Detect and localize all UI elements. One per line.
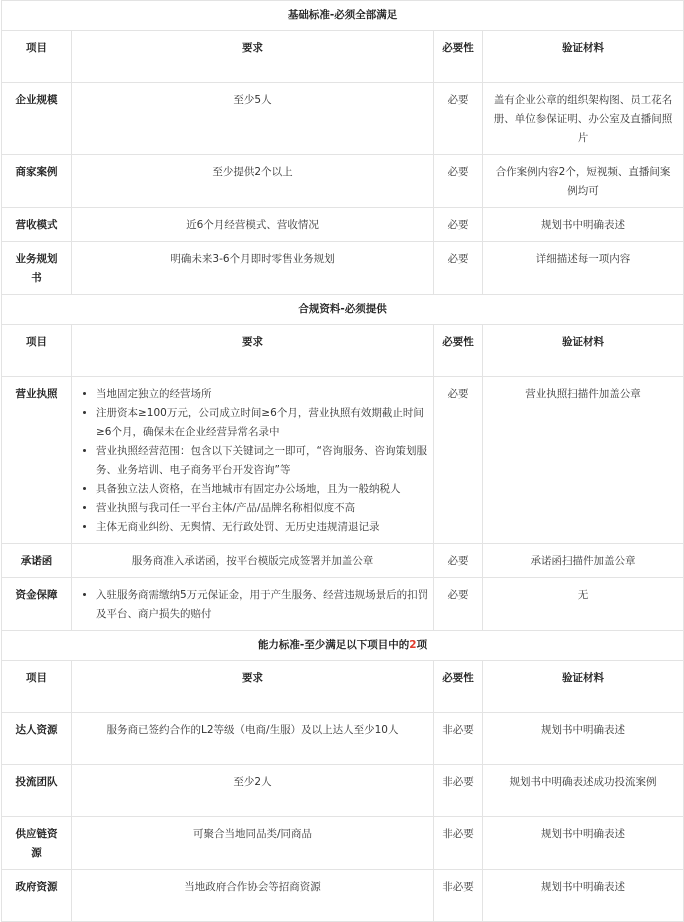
standards-table bbox=[1, 0, 684, 922]
row-material: 规划书中明确表述 bbox=[483, 713, 684, 765]
row-item: 承诺函 bbox=[2, 544, 72, 578]
list-item: • 营业执照与我司任一平台主体/产品/品牌名称相似度不高 bbox=[96, 499, 433, 518]
section-title-compliance: 合规资料-必须提供 bbox=[2, 295, 684, 325]
table-row bbox=[2, 377, 684, 544]
table-row bbox=[2, 713, 684, 765]
row-requirement: 至少2人 bbox=[72, 765, 434, 817]
row-material: 盖有企业公章的组织架构图、员工花名册、单位参保证明、办公室及直播间照片 bbox=[483, 83, 684, 155]
row-item: 营业执照 bbox=[2, 377, 72, 544]
section-title-prefix: 能力标准-至少满足以下项目中的 bbox=[257, 639, 410, 651]
table-row bbox=[2, 208, 684, 242]
header-item: 项目 bbox=[2, 31, 72, 83]
row-necessity: 必要 bbox=[434, 155, 483, 208]
list-item: • 注册资本≥100万元，公司成立时间≥6个月，营业执照有效期截止时间≥6个月，确保未在企业经营异常名录中 bbox=[96, 404, 433, 442]
header-requirement: 要求 bbox=[72, 31, 434, 83]
row-item: 达人资源 bbox=[2, 713, 72, 765]
row-requirement bbox=[72, 578, 434, 631]
row-requirement: 当地政府合作协会等招商资源 bbox=[72, 870, 434, 922]
table-row bbox=[2, 155, 684, 208]
section-title-suffix: 项 bbox=[416, 639, 428, 651]
row-item: 营收模式 bbox=[2, 208, 72, 242]
table-row bbox=[2, 870, 684, 922]
table-row bbox=[2, 242, 684, 295]
list-item: • 主体无商业纠纷、无舆情、无行政处罚、无历史违规清退记录 bbox=[96, 518, 433, 537]
row-item: 企业规模 bbox=[2, 83, 72, 155]
section-header-basic bbox=[2, 1, 684, 31]
row-necessity: 必要 bbox=[434, 578, 483, 631]
row-requirement: 服务商已签约合作的L2等级（电商/生服）及以上达人至少10人 bbox=[72, 713, 434, 765]
column-header-row bbox=[2, 325, 684, 377]
table-row bbox=[2, 544, 684, 578]
row-material: 营业执照扫描件加盖公章 bbox=[483, 377, 684, 544]
row-material: 规划书中明确表述 bbox=[483, 817, 684, 870]
section-title-count: 2 bbox=[409, 639, 417, 651]
row-material: 规划书中明确表述成功投流案例 bbox=[483, 765, 684, 817]
row-item: 供应链资源 bbox=[2, 817, 72, 870]
row-requirement bbox=[72, 377, 434, 544]
row-item: 投流团队 bbox=[2, 765, 72, 817]
column-header-row bbox=[2, 31, 684, 83]
header-necessity: 必要性 bbox=[434, 661, 483, 713]
section-header-compliance bbox=[2, 295, 684, 325]
row-necessity: 必要 bbox=[434, 377, 483, 544]
row-material: 规划书中明确表述 bbox=[483, 208, 684, 242]
list-item: • 当地固定独立的经营场所 bbox=[96, 385, 433, 404]
header-necessity: 必要性 bbox=[434, 31, 483, 83]
row-requirement: 至少5人 bbox=[72, 83, 434, 155]
row-requirement: 可聚合当地同品类/同商品 bbox=[72, 817, 434, 870]
header-requirement: 要求 bbox=[72, 661, 434, 713]
row-material: 详细描述每一项内容 bbox=[483, 242, 684, 295]
row-necessity: 必要 bbox=[434, 83, 483, 155]
column-header-row bbox=[2, 661, 684, 713]
table-row bbox=[2, 83, 684, 155]
row-item: 政府资源 bbox=[2, 870, 72, 922]
table-row bbox=[2, 765, 684, 817]
row-necessity: 非必要 bbox=[434, 870, 483, 922]
row-material: 无 bbox=[483, 578, 684, 631]
row-material: 承诺函扫描件加盖公章 bbox=[483, 544, 684, 578]
list-item: • 入驻服务商需缴纳5万元保证金，用于产生服务、经营违规场景后的扣罚及平台、商户损失的赔付 bbox=[96, 586, 433, 624]
row-material: 合作案例内容2个，短视频、直播间案例均可 bbox=[483, 155, 684, 208]
row-item: 资金保障 bbox=[2, 578, 72, 631]
row-material: 规划书中明确表述 bbox=[483, 870, 684, 922]
header-material: 验证材料 bbox=[483, 325, 684, 377]
header-material: 验证材料 bbox=[483, 661, 684, 713]
section-title-basic: 基础标准-必须全部满足 bbox=[2, 1, 684, 31]
header-item: 项目 bbox=[2, 661, 72, 713]
section-header-ability bbox=[2, 631, 684, 661]
row-requirement: 明确未来3-6个月即时零售业务规划 bbox=[72, 242, 434, 295]
requirement-list bbox=[72, 586, 433, 624]
row-requirement: 至少提供2个以上 bbox=[72, 155, 434, 208]
row-necessity: 必要 bbox=[434, 208, 483, 242]
row-requirement: 服务商准入承诺函，按平台模版完成签署并加盖公章 bbox=[72, 544, 434, 578]
row-item: 业务规划书 bbox=[2, 242, 72, 295]
header-requirement: 要求 bbox=[72, 325, 434, 377]
row-requirement: 近6个月经营模式、营收情况 bbox=[72, 208, 434, 242]
table-row bbox=[2, 817, 684, 870]
section-title-ability bbox=[2, 631, 684, 661]
header-material: 验证材料 bbox=[483, 31, 684, 83]
requirement-list bbox=[72, 385, 433, 537]
row-necessity: 必要 bbox=[434, 544, 483, 578]
list-item: • 营业执照经营范围：包含以下关键词之一即可，“咨询服务、咨询策划服务、业务培训、电子商务平台开发咨询”等 bbox=[96, 442, 433, 480]
header-necessity: 必要性 bbox=[434, 325, 483, 377]
header-item: 项目 bbox=[2, 325, 72, 377]
list-item: • 具备独立法人资格，在当地城市有固定办公场地，且为一般纳税人 bbox=[96, 480, 433, 499]
row-necessity: 非必要 bbox=[434, 713, 483, 765]
table-row bbox=[2, 578, 684, 631]
row-item: 商家案例 bbox=[2, 155, 72, 208]
row-necessity: 非必要 bbox=[434, 817, 483, 870]
row-necessity: 非必要 bbox=[434, 765, 483, 817]
row-necessity: 必要 bbox=[434, 242, 483, 295]
